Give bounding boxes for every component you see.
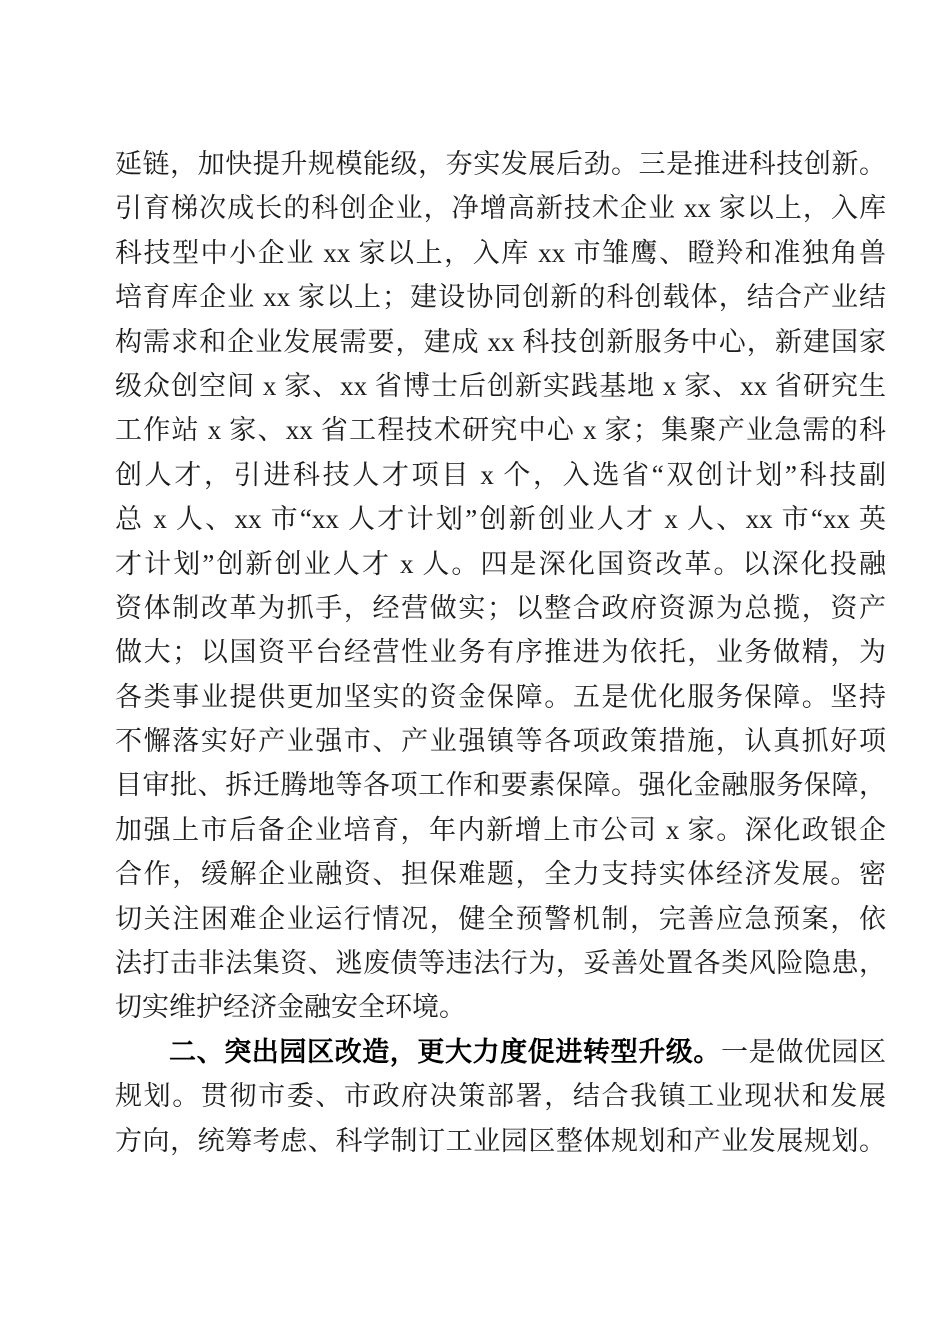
text-line: 合作，缓解企业融资、担保难题，全力支持实体经济发展。密: [115, 859, 886, 890]
paragraph-continued: [115, 142, 886, 1030]
text-line: 引育梯次成长的科创企业，净增高新技术企业 xx 家以上，入库: [115, 193, 886, 224]
text-column: [115, 142, 886, 1163]
text-line: 培育库企业 xx 家以上；建设协同创新的科创载体，结合产业结: [115, 282, 886, 313]
section-heading-bold: 二、突出园区改造，更大力度促进转型升级。: [169, 1036, 721, 1067]
text-line: 切实维护经济金融安全环境。: [115, 992, 466, 1023]
text-line: 工作站 x 家、xx 省工程技术研究中心 x 家；集聚产业急需的科: [115, 415, 886, 446]
text-line: 构需求和企业发展需要，建成 xx 科技创新服务中心，新建国家: [115, 326, 886, 357]
text-line: 不懈落实好产业强市、产业强镇等各项政策措施，认真抓好项: [115, 726, 886, 757]
text-line: 各类事业提供更加坚实的资金保障。五是优化服务保障。坚持: [115, 681, 886, 712]
text-line: 资体制改革为抓手，经营做实；以整合政府资源为总揽，资产: [115, 592, 886, 623]
section-heading-line: [115, 1030, 886, 1074]
text-line: 加强上市后备企业培育，年内新增上市公司 x 家。深化政银企: [115, 814, 886, 845]
text-line: 法打击非法集资、逃废债等违法行为，妥善处置各类风险隐患，: [115, 948, 886, 979]
text-line: 创人才，引进科技人才项目 x 个，入选省“双创计划”科技副: [115, 459, 886, 490]
text-line: 延链，加快提升规模能级，夯实发展后劲。三是推进科技创新。: [115, 149, 886, 179]
text-line: 切关注困难企业运行情况，健全预警机制，完善应急预案，依: [115, 903, 886, 934]
text-line: 规划。贯彻市委、市政府决策部署，结合我镇工业现状和发展: [115, 1081, 886, 1112]
section-heading-rest: 一是做优园区: [721, 1036, 886, 1067]
text-line: 目审批、拆迁腾地等各项工作和要素保障。强化金融服务保障，: [115, 770, 886, 801]
text-line: 才计划”创新创业人才 x 人。四是深化国资改革。以深化投融: [115, 548, 886, 579]
text-line: 方向，统筹考虑、科学制订工业园区整体规划和产业发展规划。: [115, 1125, 886, 1156]
text-line: 总 x 人、xx 市“xx 人才计划”创新创业人才 x 人、xx 市“xx 英: [115, 504, 886, 535]
text-line: 科技型中小企业 xx 家以上，入库 xx 市雏鹰、瞪羚和准独角兽: [115, 237, 886, 268]
paragraph-section-2: [115, 1030, 886, 1163]
text-line: 级众创空间 x 家、xx 省博士后创新实践基地 x 家、xx 省研究生: [115, 370, 886, 401]
text-line: 做大；以国资平台经营性业务有序推进为依托，业务做精，为: [115, 637, 886, 668]
